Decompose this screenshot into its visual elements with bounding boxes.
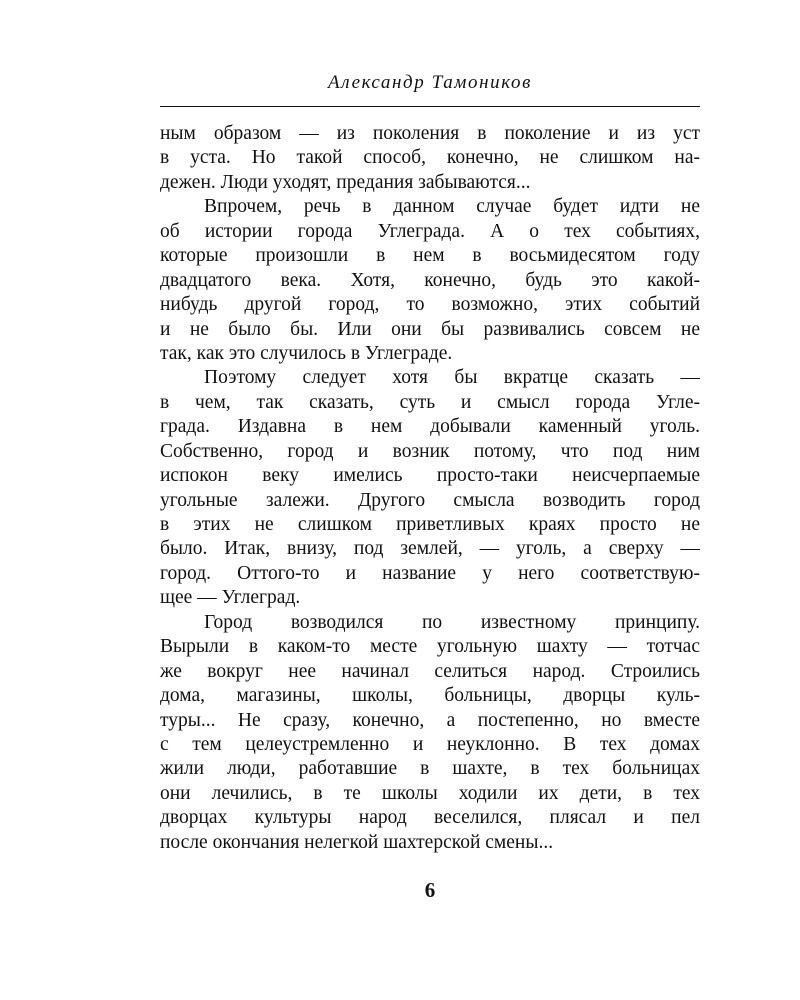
text-line: жили люди, работавшие в шахте, в тех больницах — [160, 758, 700, 780]
text-line: которые произошли в нем в восьмидесятом году — [160, 245, 700, 267]
text-line: Впрочем, речь в данном случае будет идти не — [204, 196, 700, 218]
text-line: об истории города Углеграда. А о тех событиях, — [160, 220, 700, 242]
text-line: и не было бы. Или они бы развивались совсем не — [160, 318, 700, 340]
text-line: с тем целеустремленно и неуклонно. В тех домах — [160, 733, 700, 755]
text-line: в чем, так сказать, суть и смысл города Угле- — [160, 391, 700, 413]
page-number: 6 — [424, 878, 436, 902]
text-line: дежен. Люди уходят, предания забываются... — [160, 171, 531, 193]
text-line: угольные залежи. Другого смысла возводить город — [160, 489, 700, 511]
text-line: в уста. Но такой способ, конечно, не слишком на- — [160, 147, 700, 169]
text-line: в этих не слишком приветливых краях просто не — [160, 514, 700, 535]
text-line: щее — Углеград. — [160, 587, 301, 609]
text-line: же вокруг нее начинал селиться народ. Строились — [160, 660, 700, 682]
text-line: испокон веку имелись просто-таки неисчерпаемые — [160, 465, 700, 487]
text-line: они лечились, в те школы ходили их дети, в тех — [160, 782, 700, 804]
header-rule — [160, 106, 700, 107]
text-line: дома, магазины, школы, больницы, дворцы куль- — [160, 685, 700, 707]
text-line: Город возводился по известному принципу. — [204, 611, 700, 633]
text-line: Собственно, город и возник потому, что под ним — [160, 440, 700, 462]
text-line: двадцатого века. Хотя, конечно, будь это какой- — [160, 269, 700, 291]
text-line: было. Итак, внизу, под землей, — уголь, а сверху — — [160, 538, 700, 560]
text-line: после окончания нелегкой шахтерской смены... — [160, 831, 554, 853]
body-text — [160, 122, 700, 855]
running-header-author: Александр Тамоников — [328, 72, 532, 93]
text-line: Поэтому следует хотя бы вкратце сказать — — [204, 367, 700, 389]
text-line: туры... Не сразу, конечно, а постепенно, но вместе — [160, 709, 700, 731]
text-line: дворцах культуры народ веселился, плясал и пел — [160, 807, 700, 829]
text-line: града. Издавна в нем добывали каменный уголь. — [160, 416, 700, 438]
text-line: Вырыли в каком-то месте угольную шахту — тотчас — [160, 636, 700, 658]
text-line: так, как это случилось в Углеграде. — [160, 342, 453, 364]
text-line: нибудь другой город, то возможно, этих событий — [160, 294, 700, 316]
text-line: ным образом — из поколения в поколение и из уст — [160, 123, 700, 144]
text-line: город. Оттого-то и название у него соответствую- — [160, 562, 700, 584]
